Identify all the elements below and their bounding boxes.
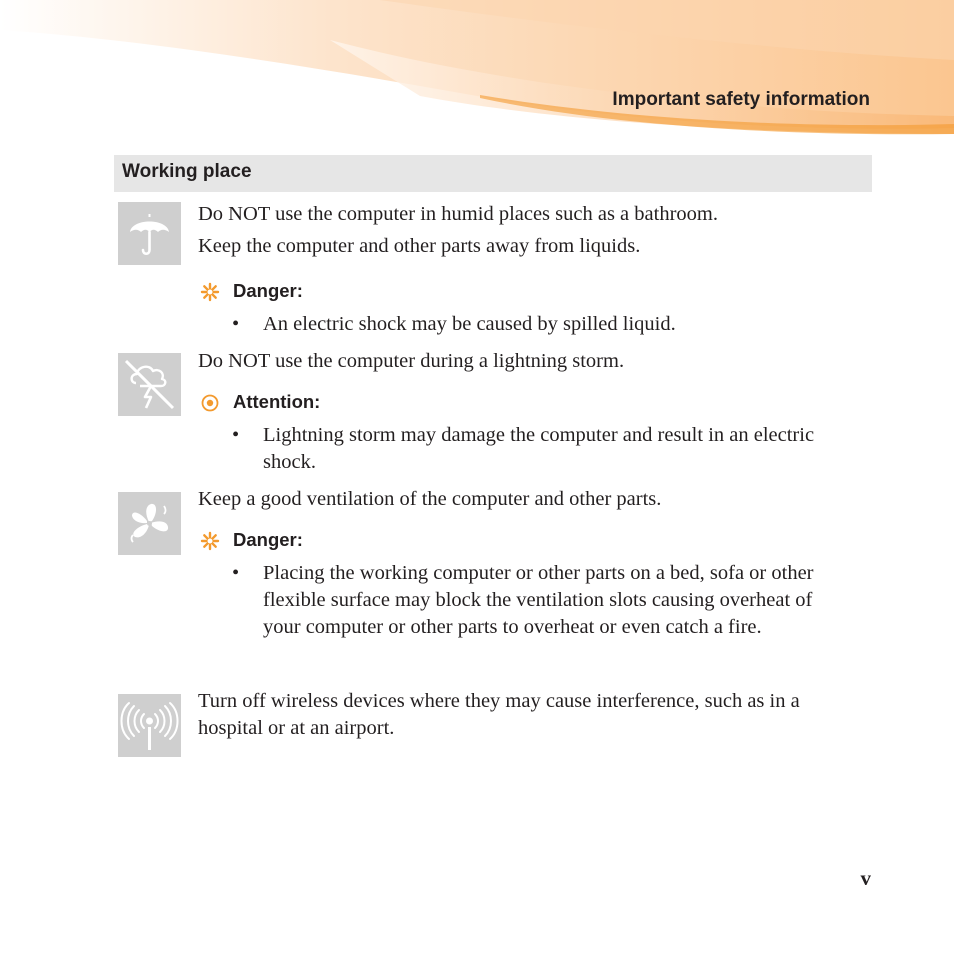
wireless-signal-icon	[118, 694, 181, 757]
item-text-liquids: Keep the computer and other parts away from liquids.	[198, 235, 641, 257]
danger-label: Danger:	[233, 280, 303, 301]
attention-label: Attention:	[233, 391, 321, 412]
bullet-dot: •	[232, 562, 240, 584]
fan-icon	[118, 492, 181, 555]
header-banner	[0, 0, 954, 140]
item-text-humid: Do NOT use the computer in humid places such as a bathroom.	[198, 203, 718, 225]
no-lightning-icon	[118, 353, 181, 416]
danger-label: Danger:	[233, 529, 303, 550]
item-text-lightning: Do NOT use the computer during a lightning storm.	[198, 350, 625, 372]
danger-asterisk-icon	[200, 282, 220, 302]
danger-asterisk-icon	[200, 531, 220, 551]
attention-circle-icon	[200, 393, 220, 413]
bullet-dot: •	[232, 313, 240, 335]
bullet-text: Lightning storm may damage the computer and result in an electric shock.	[263, 424, 815, 473]
item-text-ventilation: Keep a good ventilation of the computer and other parts.	[198, 488, 662, 510]
bullet-dot: •	[232, 424, 240, 446]
header-title: Important safety information	[612, 89, 870, 110]
item-text-wireless: Turn off wireless devices where they may cause interference, such as in a hospital or at an airport.	[198, 690, 800, 739]
section-header-bar	[114, 155, 872, 192]
section-title: Working place	[122, 161, 252, 182]
bullet-text: Placing the working computer or other parts on a bed, sofa or other flexible surface may block the ventilation slots causing overheat of your computer or other parts to overheat or even catch a fire.	[263, 562, 814, 638]
bullet-text: An electric shock may be caused by spilled liquid.	[263, 313, 676, 335]
umbrella-icon	[118, 202, 181, 265]
page-number: v	[860, 866, 871, 890]
